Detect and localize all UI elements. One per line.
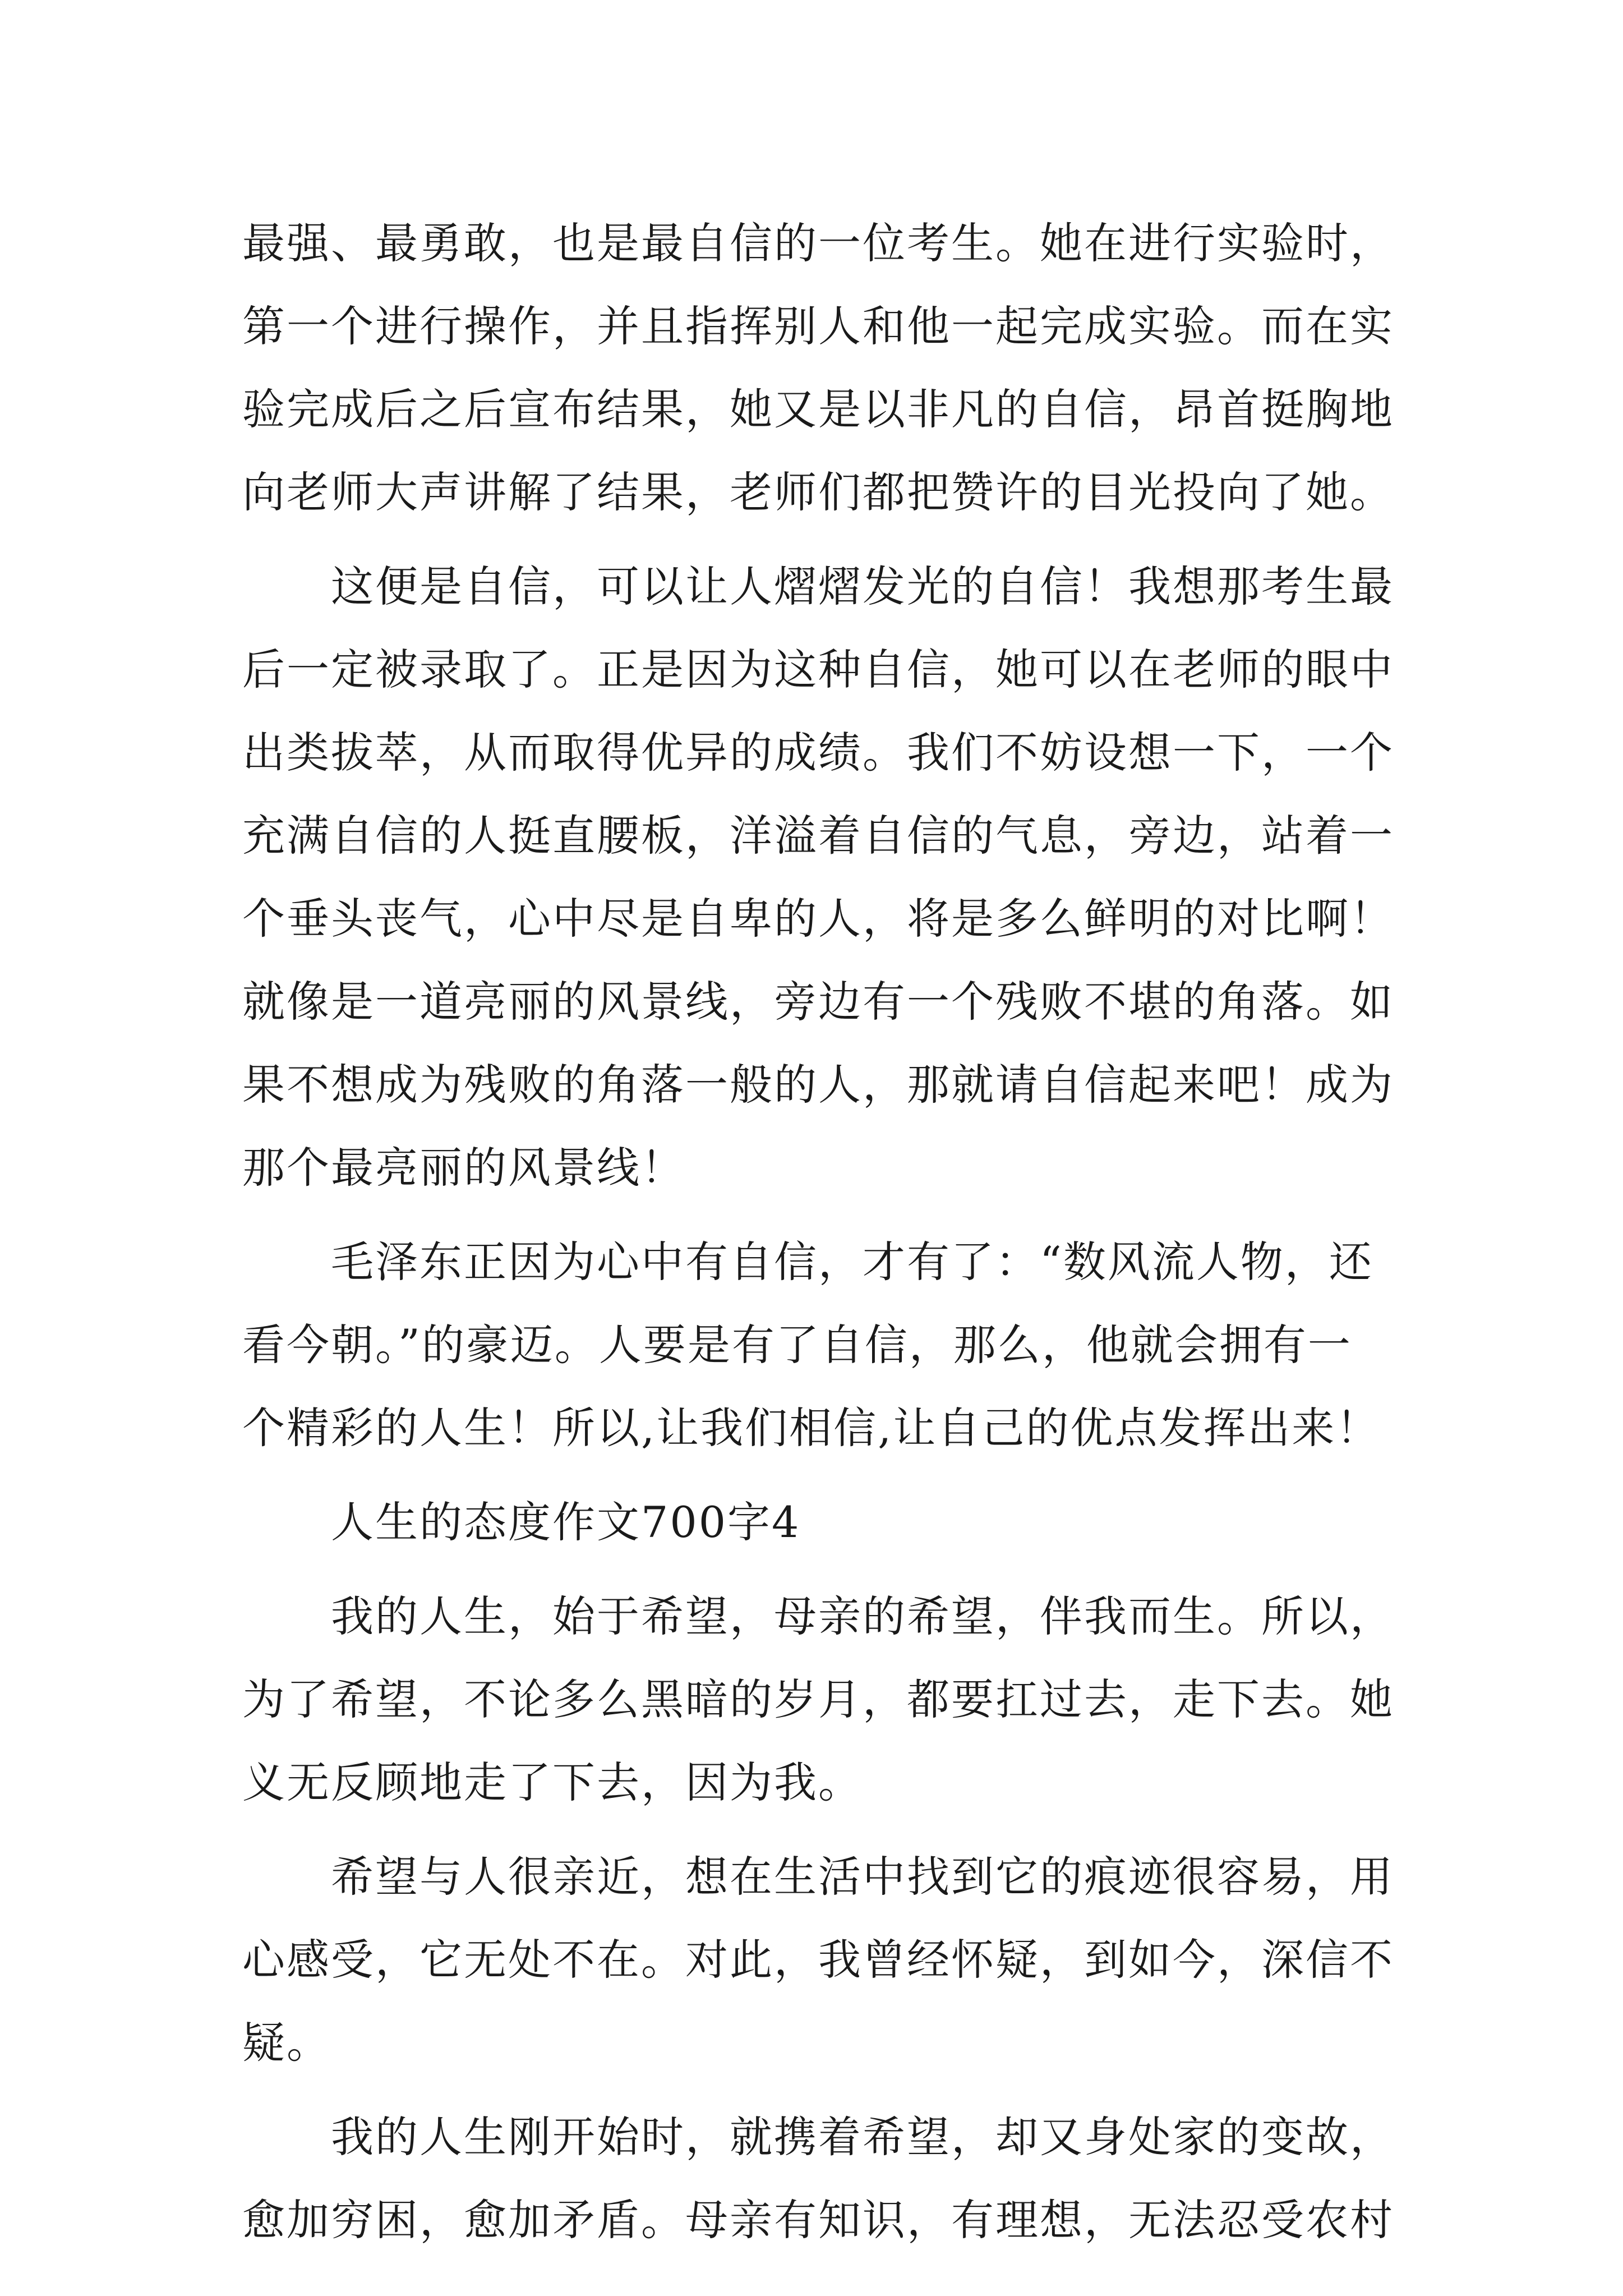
text-line: 我的人生，始于希望，母亲的希望，伴我而生。所以， bbox=[242, 1591, 1394, 1641]
text-line: 充满自信的人挺直腰板，洋溢着自信的气息，旁边，站着一 bbox=[242, 811, 1394, 861]
text-line: 疑。 bbox=[242, 2018, 331, 2068]
text-line: 个精彩的人生！所以,让我们相信,让自己的优点发挥出来！ bbox=[242, 1403, 1381, 1453]
paragraph bbox=[242, 202, 1398, 534]
paragraph-gap bbox=[242, 1470, 1398, 1481]
text-line: 愈加穷困，愈加矛盾。母亲有知识，有理想，无法忍受农村 bbox=[242, 2195, 1394, 2245]
paragraph-gap bbox=[242, 2085, 1398, 2096]
paragraph bbox=[242, 545, 1398, 1209]
text-line: 向老师大声讲解了结果，老师们都把赞许的目光投向了她。 bbox=[242, 467, 1394, 517]
text-line: 果不想成为残败的角落一般的人，那就请自信起来吧！成为 bbox=[242, 1060, 1394, 1110]
paragraph-gap bbox=[242, 1824, 1398, 1835]
paragraph-gap bbox=[242, 534, 1398, 545]
text-line: 我的人生刚开始时，就携着希望，却又身处家的变故， bbox=[242, 2112, 1394, 2162]
text-line: 出类拔萃，从而取得优异的成绩。我们不妨设想一下，一个 bbox=[242, 728, 1394, 777]
text-line: 后一定被录取了。正是因为这种自信，她可以在老师的眼中 bbox=[242, 645, 1394, 694]
text-line: 第一个进行操作，并且指挥别人和他一起完成实验。而在实 bbox=[242, 301, 1394, 351]
text-line: 个垂头丧气，心中尽是自卑的人，将是多么鲜明的对比啊！ bbox=[242, 894, 1394, 944]
paragraph bbox=[242, 1835, 1398, 2085]
paragraph bbox=[242, 1575, 1398, 1824]
text-line: 希望与人很亲近，想在生活中找到它的痕迹很容易，用 bbox=[242, 1852, 1394, 1902]
text-line: 看今朝。”的豪迈。人要是有了自信，那么，他就会拥有一 bbox=[242, 1320, 1352, 1370]
text-line: 最强、最勇敢，也是最自信的一位考生。她在进行实验时， bbox=[242, 218, 1394, 268]
paragraph bbox=[242, 2096, 1398, 2262]
paragraph-gap bbox=[242, 1209, 1398, 1221]
text-line: 毛泽东正因为心中有自信，才有了：“数风流人物，还 bbox=[242, 1237, 1373, 1287]
text-line: 验完成后之后宣布结果，她又是以非凡的自信，昂首挺胸地 bbox=[242, 384, 1394, 434]
paragraph-gap bbox=[242, 1564, 1398, 1575]
text-line: 这便是自信，可以让人熠熠发光的自信！我想那考生最 bbox=[242, 562, 1394, 611]
text-line: 就像是一道亮丽的风景线，旁边有一个残败不堪的角落。如 bbox=[242, 977, 1394, 1027]
document-body bbox=[242, 202, 1398, 2262]
text-line: 心感受，它无处不在。对此，我曾经怀疑，到如今，深信不 bbox=[242, 1935, 1394, 1985]
text-line: 义无反顾地走了下去，因为我。 bbox=[242, 1757, 863, 1807]
text-line: 那个最亮丽的风景线！ bbox=[242, 1143, 685, 1193]
text-line: 为了希望，不论多么黑暗的岁月，都要扛过去，走下去。她 bbox=[242, 1674, 1394, 1724]
title-line: 人生的态度作文700字4 bbox=[242, 1497, 801, 1547]
paragraph bbox=[242, 1221, 1398, 1470]
section-title bbox=[242, 1481, 1398, 1564]
